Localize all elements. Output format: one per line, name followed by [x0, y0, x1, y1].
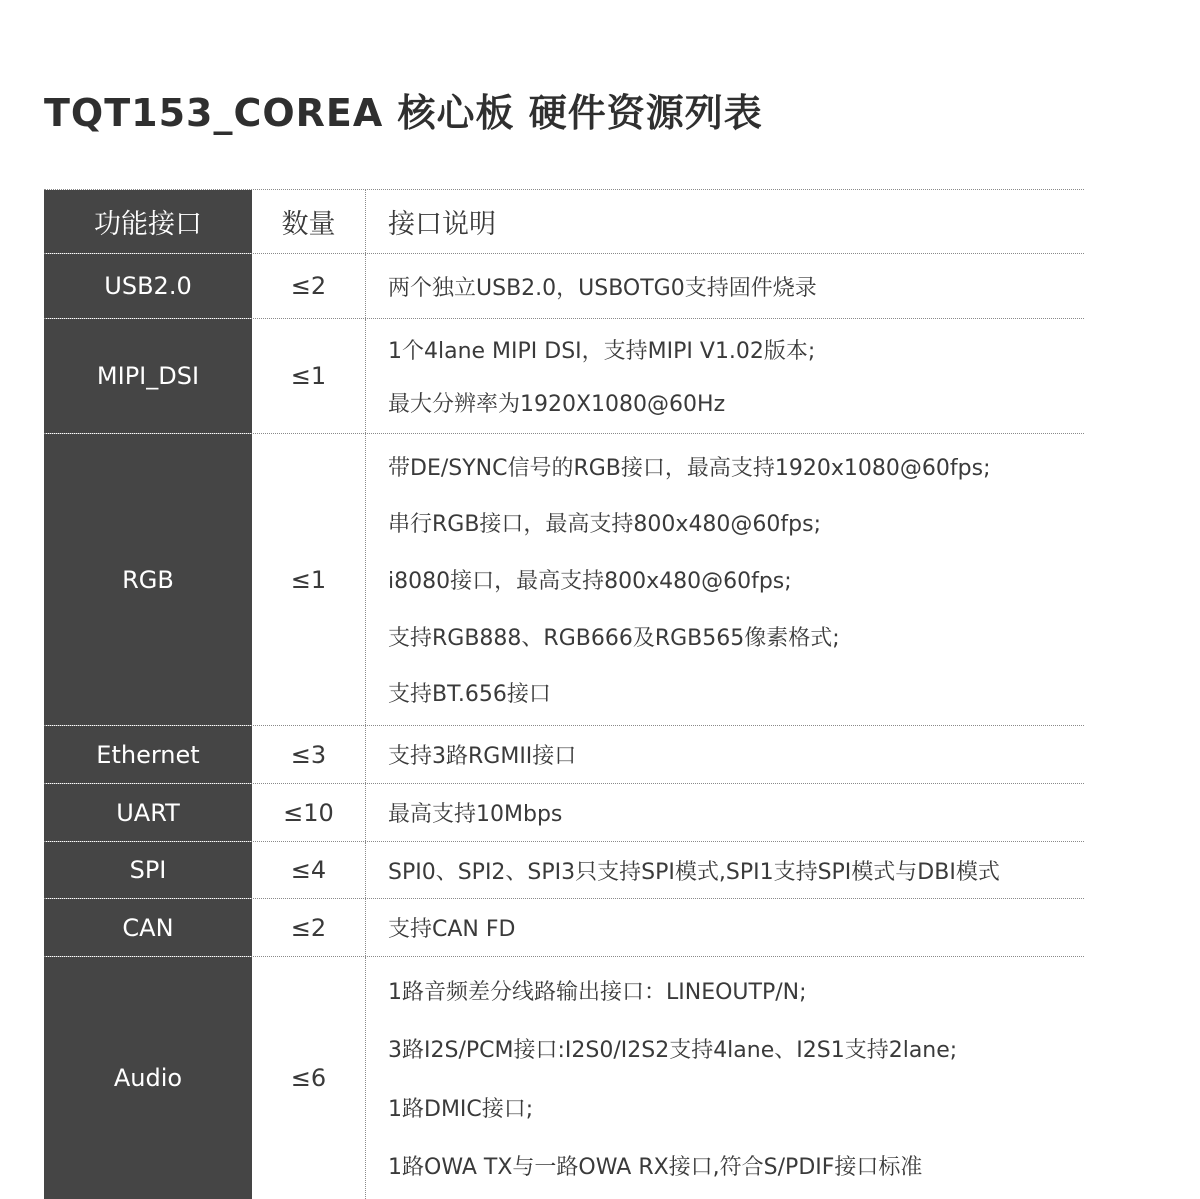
description-line: 支持RGB888、RGB666及RGB565像素格式; — [388, 625, 840, 651]
table-row — [44, 784, 1084, 842]
row-count: ≤1 — [252, 319, 366, 433]
row-count: ≤4 — [252, 842, 366, 898]
header-function: 功能接口 — [44, 190, 252, 253]
description-line: 串行RGB接口，最高支持800x480@60fps; — [388, 512, 822, 538]
description-line: SPI0、SPI2、SPI3只支持SPI模式,SPI1支持SPI模式与DBI模式 — [388, 859, 1000, 885]
row-function: SPI — [44, 842, 252, 898]
description-line: 支持CAN FD — [388, 917, 516, 942]
description-line: 支持BT.656接口 — [388, 682, 551, 708]
row-function: RGB — [44, 434, 252, 725]
description-line: 最大分辨率为1920X1080@60Hz — [388, 392, 726, 417]
page-title: TQT153_COREA 核心板 硬件资源列表 — [44, 91, 763, 135]
row-description — [366, 784, 1084, 841]
row-description — [366, 726, 1084, 783]
description-line: 两个独立USB2.0，USBOTG0支持固件烧录 — [388, 275, 817, 301]
table-row — [44, 842, 1084, 899]
row-function: CAN — [44, 899, 252, 956]
hardware-resource-table — [44, 189, 1084, 1199]
table-row — [44, 319, 1084, 434]
row-description — [366, 254, 1084, 318]
row-description — [366, 842, 1084, 898]
table-row — [44, 434, 1084, 726]
description-line: 1个4lane MIPI DSI，支持MIPI V1.02版本; — [388, 339, 816, 364]
header-count: 数量 — [252, 190, 366, 253]
header-description-label: 接口说明 — [388, 209, 496, 240]
description-line: 1路DMIC接口; — [388, 1096, 534, 1122]
row-description — [366, 899, 1084, 956]
header-description — [366, 190, 1084, 253]
row-description — [366, 434, 1084, 725]
description-line: 3路I2S/PCM接口:I2S0/I2S2支持4lane、I2S1支持2lane; — [388, 1038, 958, 1064]
description-line: 支持3路RGMII接口 — [388, 744, 577, 769]
description-line: 1路音频差分线路输出接口：LINEOUTP/N; — [388, 979, 807, 1005]
row-count: ≤3 — [252, 726, 366, 783]
table-row — [44, 254, 1084, 319]
row-count: ≤2 — [252, 899, 366, 956]
row-function: Ethernet — [44, 726, 252, 783]
row-description — [366, 957, 1084, 1199]
description-line: 1路OWA TX与一路OWA RX接口,符合S/PDIF接口标准 — [388, 1155, 923, 1181]
description-line: 最高支持10Mbps — [388, 802, 563, 827]
row-function: Audio — [44, 957, 252, 1199]
row-description — [366, 319, 1084, 433]
row-function: USB2.0 — [44, 254, 252, 318]
table-row — [44, 726, 1084, 784]
row-count: ≤6 — [252, 957, 366, 1199]
table-row — [44, 957, 1084, 1199]
row-count: ≤10 — [252, 784, 366, 841]
description-line: i8080接口，最高支持800x480@60fps; — [388, 568, 792, 594]
table-header-row — [44, 190, 1084, 254]
row-function: UART — [44, 784, 252, 841]
description-line: 带DE/SYNC信号的RGB接口，最高支持1920x1080@60fps; — [388, 455, 991, 481]
row-count: ≤1 — [252, 434, 366, 725]
table-row — [44, 899, 1084, 957]
row-count: ≤2 — [252, 254, 366, 318]
row-function: MIPI_DSI — [44, 319, 252, 433]
